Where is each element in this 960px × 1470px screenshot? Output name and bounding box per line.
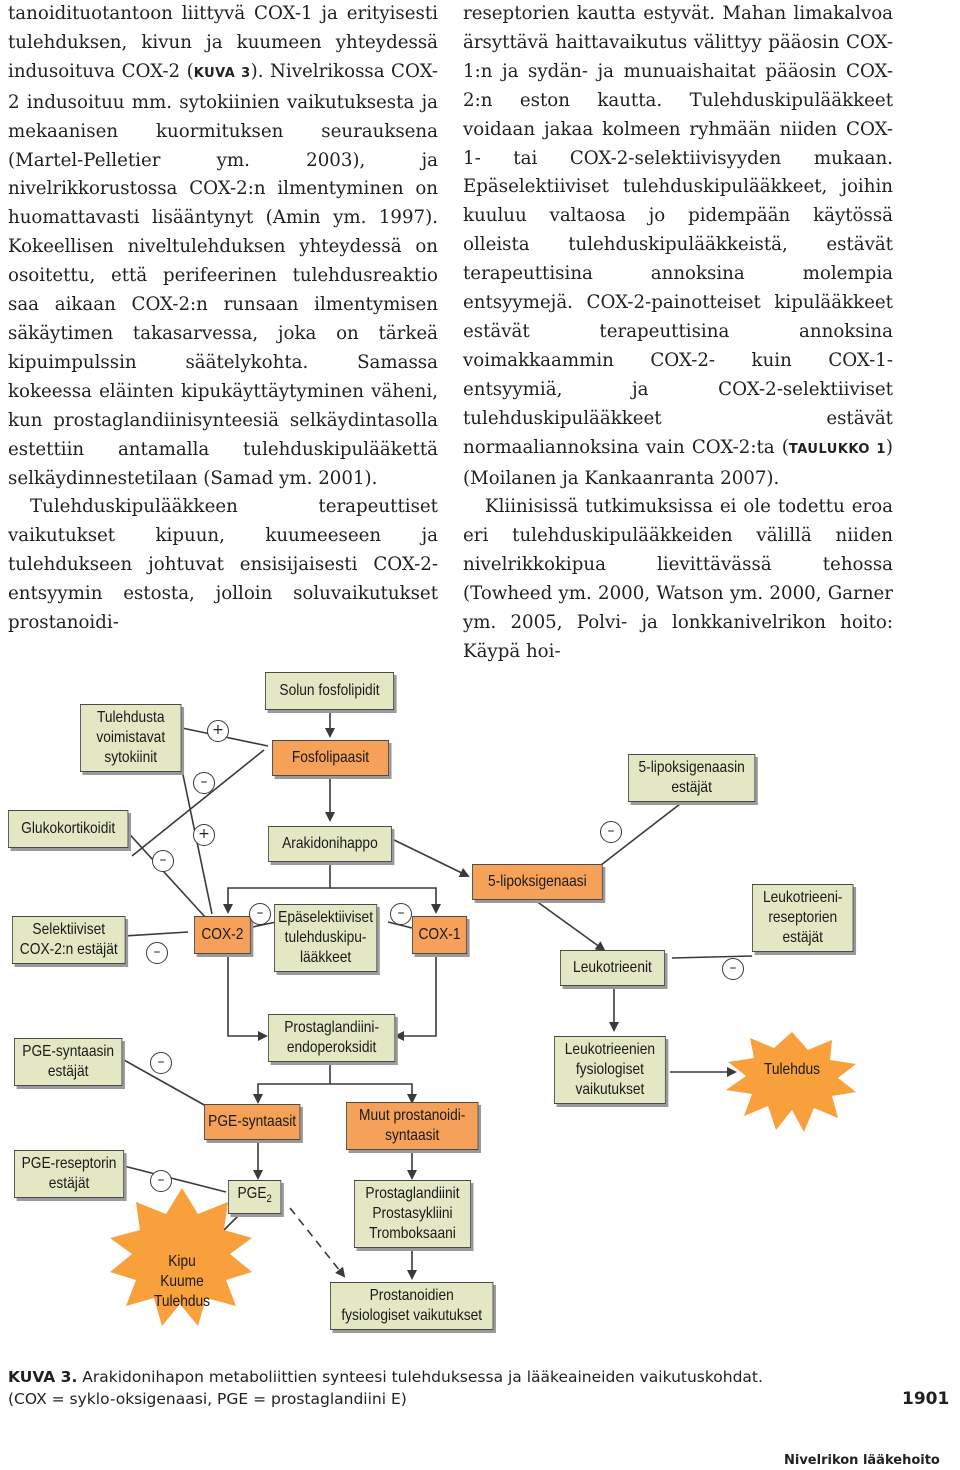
text-column-right [463,0,893,667]
box-pge-reseptorin-estajat: PGE-reseptorin estäjät [14,1150,124,1198]
starburst-tulehdus [726,1032,856,1132]
box-leukotrieenit: Leukotrieenit [560,950,665,986]
arrow [330,1084,412,1102]
box-muut-prostanoidisyntaasit: Muut prostanoidi- syntaasit [346,1102,478,1150]
minus-sign: – [600,821,622,843]
box-prostaglandiinit-group: Prostaglandiinit Prostasykliini Tromboksaani [354,1180,471,1248]
box-glukokortikoidit: Glukokortikoidit [8,810,128,848]
plus-sign: + [207,720,229,742]
burst-label-kipu-kuume-tulehdus: Kipu Kuume Tulehdus [153,1253,211,1310]
box-cox-1: COX-1 [412,916,467,954]
box-epaselektiiviset-tulehduskipulaakkeet: Epäselektiiviset tulehduskipu- lääkkeet [274,904,377,972]
caption-label: KUVA 3. [8,1368,78,1386]
box-pge-syntaasin-estajat: PGE-syntaasin estäjät [14,1038,122,1086]
arrow [396,956,436,1036]
minus-sign: – [722,958,744,980]
pathway-diagram [0,640,960,1360]
paragraph: reseptorien kautta estyvät. Mahan limakalvoa ärsyttävä haittavaikutus välittyy pääosin COX-1:n ja sydän- ja munuaishaitat pääosin COX-2:n eston kautta. Tulehduskipulääkkeet voidaan jakaa kolmeen ryhmään niiden COX-1- tai COX-2-selektiivisyyden mukaan. Epäselektiiviset tulehduskipulääkkeet, joihin kuuluu valtaosa jo pidempään käytössä olleista tulehduskipulääkkeistä, estävät terapeuttisina annoksina molempia entsyymejä. COX-2-painotteiset kipulääkkeet estävät terapeuttisina annoksina voimakkaammin COX-2- kuin COX-1-entsyymiä, ja COX-2-selektiiviset tulehduskipulääkkeet estävät normaaliannoksina vain COX-2:ta (TAULUKKO 1) (Moilanen ja Kankaanranta 2007). [463,3,894,489]
minus-sign: – [193,772,215,794]
arrow [228,956,266,1036]
box-cox-2: COX-2 [194,916,251,954]
box-prostaglandiini-endoperoksidit: Prostaglandiini- endoperoksidit [268,1014,395,1062]
minus-sign: – [150,1052,172,1074]
minus-sign: – [152,850,174,872]
box-solun-fosfolipidit: Solun fosfolipidit [265,672,394,710]
arrow [290,1208,344,1276]
box-prostanoidien-vaikutukset: Prostanoidien fysiologiset vaikutukset [330,1282,493,1330]
box-leukotrieenien-vaikutukset: Leukotrieenien fysiologiset vaikutukset [554,1036,666,1104]
box-arakidonihappo: Arakidonihappo [268,826,392,862]
burst-label-tulehdus: Tulehdus [763,1061,821,1078]
inhibition-line [124,932,188,936]
minus-sign: – [390,903,412,925]
paragraph: Kliinisissä tutkimuksissa ei ole todettu eroa eri tulehduskipulääkkeiden välillä niiden nivelrikkokipua lievittävässä tehossa (Towheed ym. 2000, Watson ym. 2000, Garner ym. 2005, Polvi- ja lonkkanivelrikon hoito: Käypä hoi- [463,496,893,662]
paragraph: tanoidituotantoon liittyvä COX-1 ja erityisesti tulehduksen, kivun ja kuumeen yhteydessä indusoituva COX-2 (KUVA 3). Nivelrikossa COX-2 indusoituu mm. sytokiinien vaikutuksesta ja mekaanisen kuormituksen seurauksena (Martel-Pelletier ym. 2003), ja nivelrikkorustossa COX-2:n ilmentyminen on huomattavasti lisääntynyt (Amin ym. 1997). Kokeellisen niveltulehduksen yhteydessä on osoitettu, että perifeerinen tulehdusreaktio saa aikaan COX-2:n runsaan ilmentymisen säkäytimen takasarvessa, joka on tärkeä kipuimpulssin säätelykohta. Samassa kokeessa eläinten kipukäyttäytyminen väheni, kun prostaglandiinisynteesiä selkäydintasolla estettiin antamalla tulehduskipulääkettä selkäydinnestetilaan (Samad ym. 2001). [8,3,439,489]
inhibition-line [672,956,752,958]
figure-reference: KUVA 3 [193,65,251,81]
box-fosfolipaasit: Fosfolipaasit [272,740,389,776]
box-pge2: $PGE_2$ [228,1180,281,1214]
minus-sign: – [146,942,168,964]
inhibition-line [124,1166,226,1192]
figure-caption: KUVA 3. Arakidonihapon metaboliittien synteesi tulehduksessa ja lääkeaineiden vaikutuskohdat. (COX = syklo-oksigenaasi, PGE = prostaglandiini E) [8,1368,763,1408]
minus-sign: – [150,1170,172,1192]
text-column-left [8,0,438,638]
minus-sign: – [249,903,271,925]
table-reference: TAULUKKO 1 [788,441,886,457]
box-5-lipoksigenaasi: 5-lipoksigenaasi [472,864,603,900]
arrow [258,1060,330,1102]
arrow [532,898,604,950]
arrow [390,838,468,876]
box-leukotrieenireseptorien-estajat: Leukotrieeni- reseptorien estäjät [752,884,853,952]
box-5-lipoksigenaasin-estajat: 5-lipoksigenaasin estäjät [628,754,755,802]
page-number: 1901 [902,1389,950,1409]
plus-sign: + [193,824,215,846]
box-selektiiviset-cox2-estajat: Selektiiviset COX-2:n estäjät [12,916,126,964]
paragraph: Tulehduskipulääkkeen terapeuttiset vaikutukset kipuun, kuumeeseen ja tulehdukseen johtuvat ensisijaisesti COX-2-entsyymin estosta, jolloin soluvaikutukset prostanoidi- [8,496,438,634]
running-footer: Nivelrikon lääkehoito [784,1453,940,1468]
box-pge-syntaasit: PGE-syntaasit [204,1104,300,1140]
box-tulehdusta-sytokiinit: Tulehdusta voimistavat sytokiinit [80,704,181,772]
